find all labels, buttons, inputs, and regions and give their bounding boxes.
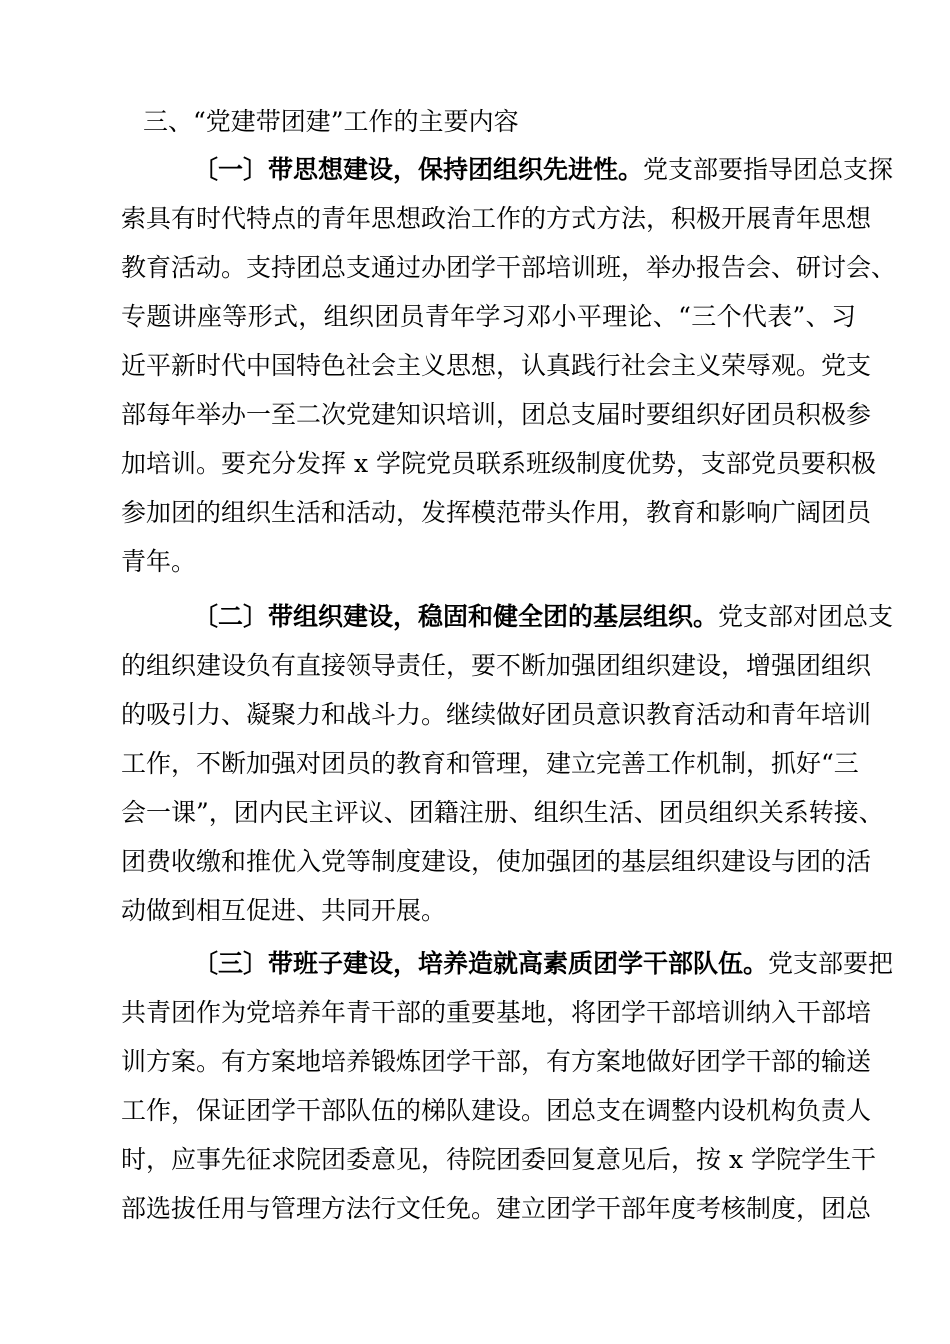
section-1-line-0: 党支部要指导团总支探 xyxy=(643,155,894,184)
section-2-line-3: 工作，不断加强对团员的教育和管理，建立完善工作机制，抓好“三 xyxy=(121,749,859,778)
section-1-line-6: 加培训。要充分发挥 x 学院党员联系班级制度优势，支部党员要积极 xyxy=(121,449,876,478)
section-2-line-4: 会一课”，团内民主评议、团籍注册、组织生活、团员组织关系转接、 xyxy=(121,798,884,827)
section-2-first-line xyxy=(193,597,894,637)
section-3-line-5: 部选拔任用与管理方法行文任免。建立团学干部年度考核制度，团总 xyxy=(121,1194,872,1223)
section-1-title: 〔一〕带思想建设，保持团组织先进性。 xyxy=(193,155,644,184)
section-1-line-5: 部每年举办一至二次党建知识培训，团总支届时要组织好团员积极参 xyxy=(121,400,872,429)
section-3-title: 〔三〕带班子建设，培养造就高素质团学干部队伍。 xyxy=(193,949,769,978)
section-1-line-2: 教育活动。支持团总支通过办团学干部培训班，举办报告会、研讨会、 xyxy=(121,253,897,282)
section-2-line-5: 团费收缴和推优入党等制度建设，使加强团的基层组织建设与团的活 xyxy=(121,847,872,876)
section-2-title: 〔二〕带组织建设，稳固和健全团的基层组织。 xyxy=(193,602,719,631)
section-1-line-4: 近平新时代中国特色社会主义思想，认真践行社会主义荣辱观。党支 xyxy=(121,351,872,380)
section-1-line-8: 青年。 xyxy=(121,547,197,576)
section-3-first-line xyxy=(193,944,894,984)
section-2-line-1: 的组织建设负有直接领导责任，要不断加强团组织建设，增强团组织 xyxy=(121,651,872,680)
section-2-line-6: 动做到相互促进、共同开展。 xyxy=(121,896,447,925)
section-heading: 三、“党建带团建”工作的主要内容 xyxy=(143,107,519,136)
section-3-line-4: 时，应事先征求院团委意见，待院团委回复意见后，按 x 学院学生干 xyxy=(121,1145,876,1174)
section-2-line-0: 党支部对团总支 xyxy=(718,602,894,631)
section-3-line-1: 共青团作为党培养年青干部的重要基地，将团学干部培训纳入干部培 xyxy=(121,998,872,1027)
section-1-line-3: 专题讲座等形式，组织团员青年学习邓小平理论、“三个代表”、习 xyxy=(121,302,856,331)
section-3-line-3: 工作，保证团学干部队伍的梯队建设。团总支在调整内设机构负责人 xyxy=(121,1096,872,1125)
section-3-line-2: 训方案。有方案地培养锻炼团学干部，有方案地做好团学干部的输送 xyxy=(121,1047,872,1076)
section-1-line-1: 索具有时代特点的青年思想政治工作的方式方法，积极开展青年思想 xyxy=(121,204,872,233)
section-1-first-line xyxy=(193,150,894,190)
section-3-line-0: 党支部要把 xyxy=(768,949,894,978)
section-1-line-7: 参加团的组织生活和活动，发挥模范带头作用，教育和影响广阔团员 xyxy=(121,498,872,527)
section-2-line-2: 的吸引力、凝聚力和战斗力。继续做好团员意识教育活动和青年培训 xyxy=(121,700,872,729)
